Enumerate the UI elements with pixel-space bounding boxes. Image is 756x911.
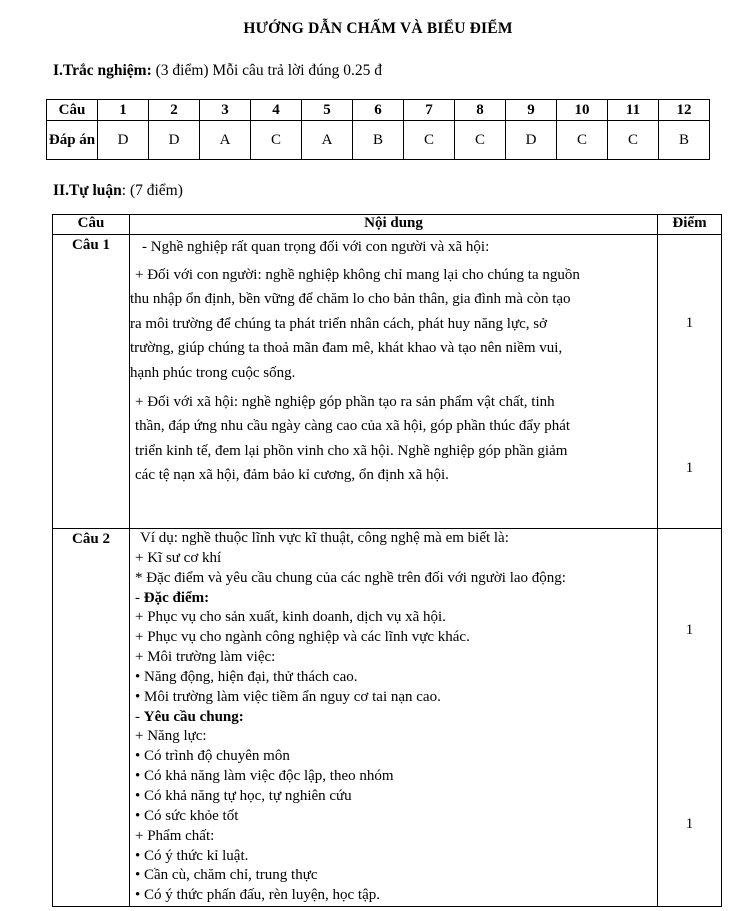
question-2-content — [130, 529, 658, 907]
content-line: hạnh phúc trong cuộc sống. — [130, 364, 296, 381]
page-title: HƯỚNG DẪN CHẤM VÀ BIỂU ĐIỂM — [243, 20, 513, 37]
question-2-label: Câu 2 — [53, 529, 130, 907]
content-line: các tệ nạn xã hội, đảm bảo kỉ cương, ổn định xã hội. — [135, 467, 449, 484]
question-number-cell: 12 — [659, 100, 710, 121]
subheading: Yêu cầu chung: — [143, 708, 244, 725]
section-multiple-choice-heading — [53, 62, 382, 80]
section-note: (3 điểm) Mỗi câu trả lời đúng 0.25 đ — [151, 62, 383, 79]
header-row — [53, 215, 722, 235]
question-number-cell: 7 — [404, 100, 455, 121]
content-line: trường, giúp chúng ta thoả mãn đam mê, khát khao và tạo nên niềm vui, — [130, 340, 563, 357]
question-number-cell: 11 — [608, 100, 659, 121]
answer-cell: A — [302, 121, 353, 160]
content-line: + Kĩ sư cơ khí — [135, 549, 222, 566]
score-value: 1 — [685, 816, 694, 832]
content-line: + Phẩm chất: — [135, 827, 215, 844]
score-value: 1 — [685, 622, 694, 638]
answer-cell: D — [98, 121, 149, 160]
answer-cell: C — [455, 121, 506, 160]
question-number-cell: 10 — [557, 100, 608, 121]
question-number-cell: 6 — [353, 100, 404, 121]
content-line — [135, 589, 657, 609]
question-2-score — [658, 529, 722, 907]
answer-cell: B — [659, 121, 710, 160]
content-line: thần, đáp ứng nhu cầu ngày càng cao của xã hội, góp phần thúc đẩy phát — [135, 418, 571, 435]
answer-cell: C — [608, 121, 659, 160]
question-number-cell: 4 — [251, 100, 302, 121]
section-note: : (7 điểm) — [121, 182, 183, 199]
content-line: + Môi trường làm việc: — [135, 649, 276, 666]
content-line — [135, 708, 657, 728]
content-line: + Đối với xã hội: nghề nghiệp góp phần tạo ra sản phẩm vật chất, tinh — [135, 393, 555, 410]
content-line: • Có trình độ chuyên môn — [135, 748, 290, 765]
content-line: + Đối với con người: nghề nghiệp không chỉ mang lại cho chúng ta nguồn — [135, 266, 580, 283]
section-label: I.Trắc nghiệm: — [53, 62, 152, 79]
section-label: II.Tự luận — [53, 182, 122, 199]
answer-row — [47, 121, 710, 160]
answer-header-cell: Đáp án — [47, 121, 98, 160]
answer-cell: B — [353, 121, 404, 160]
question-number-cell: 2 — [149, 100, 200, 121]
column-header-score: Điểm — [658, 215, 722, 235]
content-line: - Nghề nghiệp rất quan trọng đối với con người và xã hội: — [142, 239, 490, 255]
question-header-cell: Câu — [47, 100, 98, 121]
essay-rubric-table — [52, 214, 722, 907]
answer-cell: A — [200, 121, 251, 160]
question-1-content — [130, 235, 658, 529]
content-line: + Phục vụ cho sản xuất, kinh doanh, dịch vụ xã hội. — [135, 609, 446, 626]
content-line: thu nhập ổn định, bền vững để chăm lo cho bản thân, gia đình mà còn tạo — [130, 291, 571, 308]
content-line: • Có ý thức kỉ luật. — [135, 847, 249, 864]
answer-cell: D — [149, 121, 200, 160]
question-2-row — [53, 529, 722, 907]
dash: - — [135, 708, 144, 725]
content-line: • Năng động, hiện đại, thử thách cao. — [135, 668, 358, 685]
content-line: ra môi trường để chúng ta phát triển nhân cách, phát huy năng lực, sở — [130, 315, 548, 332]
answer-cell: C — [557, 121, 608, 160]
question-number-cell: 1 — [98, 100, 149, 121]
score-value: 1 — [685, 460, 694, 476]
content-line: + Phục vụ cho ngành công nghiệp và các lĩnh vực khác. — [135, 629, 470, 646]
question-number-cell: 9 — [506, 100, 557, 121]
question-1-score — [658, 235, 722, 529]
answer-cell: C — [251, 121, 302, 160]
answer-cell: C — [404, 121, 455, 160]
question-number-cell: 8 — [455, 100, 506, 121]
content-line: * Đặc điểm và yêu cầu chung của các nghề trên đối với người lao động: — [135, 569, 566, 586]
content-line: • Có ý thức phấn đấu, rèn luyện, học tập. — [135, 887, 380, 904]
subheading: Đặc điểm: — [143, 589, 210, 606]
content-line: Ví dụ: nghề thuộc lĩnh vực kĩ thuật, công nghệ mà em biết là: — [140, 530, 509, 546]
answer-key-table — [46, 99, 710, 160]
question-number-cell: 5 — [302, 100, 353, 121]
question-1-row — [53, 235, 722, 529]
dash: - — [135, 589, 144, 606]
content-line: • Cần cù, chăm chỉ, trung thực — [135, 867, 318, 884]
content-line: • Có khả năng làm việc độc lập, theo nhóm — [135, 768, 394, 785]
content-line: triển kinh tế, đem lại phồn vinh cho xã hội. Nghề nghiệp góp phần giảm — [135, 442, 568, 459]
score-value: 1 — [685, 315, 694, 331]
question-number-cell: 3 — [200, 100, 251, 121]
question-1-label: Câu 1 — [53, 235, 130, 529]
column-header-question: Câu — [53, 215, 130, 235]
content-line: • Có khả năng tự học, tự nghiên cứu — [135, 787, 352, 804]
content-line: • Môi trường làm việc tiềm ẩn nguy cơ tai nạn cao. — [135, 688, 441, 705]
column-header-content: Nội dung — [130, 215, 658, 235]
answer-cell: D — [506, 121, 557, 160]
section-essay-heading — [53, 182, 183, 200]
content-line: + Năng lực: — [135, 728, 207, 745]
question-number-row — [47, 100, 710, 121]
content-line: • Có sức khỏe tốt — [135, 807, 239, 824]
